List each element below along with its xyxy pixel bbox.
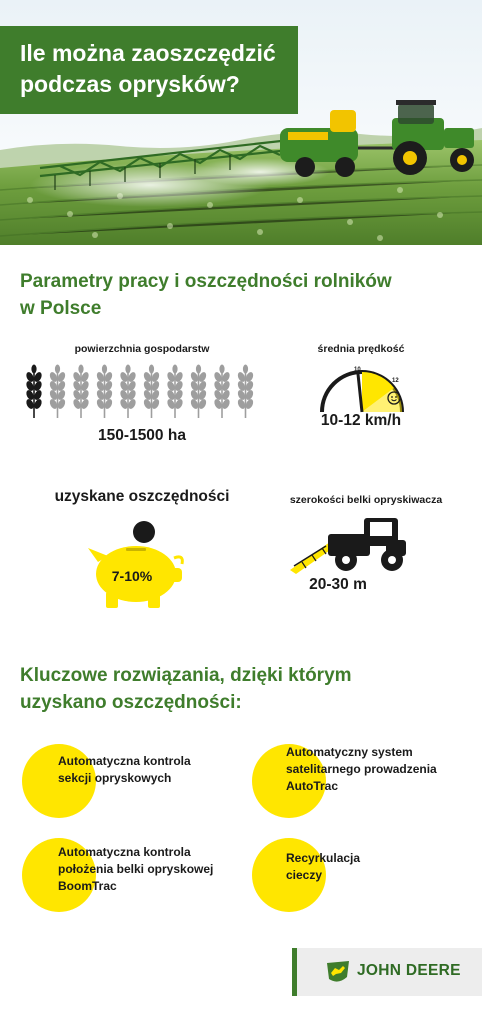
- farm-area-value-block: [22, 427, 262, 445]
- wheat-icon: [142, 365, 160, 419]
- john-deere-logo: [292, 948, 482, 996]
- logo-text: JOHN DEERE: [357, 962, 461, 979]
- hero-title-line-1: Ile można zaoszczędzić: [20, 40, 276, 66]
- speedometer-icon: [314, 360, 410, 416]
- coin-icon: [133, 521, 155, 543]
- wheat-icon: [213, 365, 231, 419]
- boom-width-value-block: [276, 576, 400, 594]
- savings-block: [22, 488, 262, 506]
- speed-value: 10-12 km/h: [320, 412, 402, 429]
- boom-width-block: [276, 494, 456, 506]
- params-section-title: [20, 268, 460, 322]
- wheat-icon: [119, 365, 137, 419]
- hero-banner: [0, 0, 482, 245]
- solutions-title-line-2: uzyskano oszczędności:: [20, 692, 242, 713]
- piggy-bank-icon: [76, 518, 196, 610]
- savings-value: 7-10%: [111, 568, 153, 584]
- hero-title-line-2: podczas oprysków?: [20, 71, 240, 97]
- params-title-line-1: Parametry pracy i oszczędności rolników: [20, 271, 392, 292]
- speed-tick-12: 12: [392, 378, 399, 384]
- wheat-icon: [25, 365, 43, 419]
- solution-text-4: Recyrkulacja cieczy: [286, 851, 361, 882]
- sprayer-icon: [286, 512, 412, 574]
- boom-width-value: 20-30 m: [309, 576, 367, 593]
- savings-value-block: [96, 568, 168, 584]
- boom-width-label: szerokości belki opryskiwacza: [289, 494, 443, 506]
- wheat-icon: [95, 365, 113, 419]
- speed-value-block: [296, 412, 426, 430]
- speed-label: średnia prędkość: [317, 343, 405, 355]
- farm-area-value: 150-1500 ha: [98, 427, 186, 444]
- solution-text-2: Automatyczny system satelitarnego prowadzenia AutoTrac: [286, 745, 437, 793]
- deer-logo-icon: [325, 959, 351, 985]
- speed-block: [296, 343, 426, 355]
- speed-tick-10: 10: [354, 367, 361, 373]
- wheat-icon-row: [24, 364, 260, 420]
- wheat-icon: [166, 365, 184, 419]
- wheat-icon: [189, 365, 207, 419]
- solution-text-1: Automatyczna kontrola sekcji opryskowych: [58, 754, 191, 785]
- wheat-icon: [48, 365, 66, 419]
- wheat-icon: [72, 365, 90, 419]
- params-title-line-2: w Polsce: [20, 298, 102, 319]
- hero-title: [0, 26, 298, 114]
- solutions-title-line-1: Kluczowe rozwiązania, dzięki którym: [20, 665, 352, 686]
- solutions-section-title: [20, 662, 460, 716]
- farm-area-label: powierzchnia gospodarstw: [74, 343, 210, 355]
- farm-area-block: [22, 343, 262, 355]
- savings-label: uzyskane oszczędności: [54, 488, 230, 505]
- wheat-icon: [236, 365, 254, 419]
- solution-text-3: Automatyczna kontrola położenia belki opryskowej BoomTrac: [58, 845, 214, 893]
